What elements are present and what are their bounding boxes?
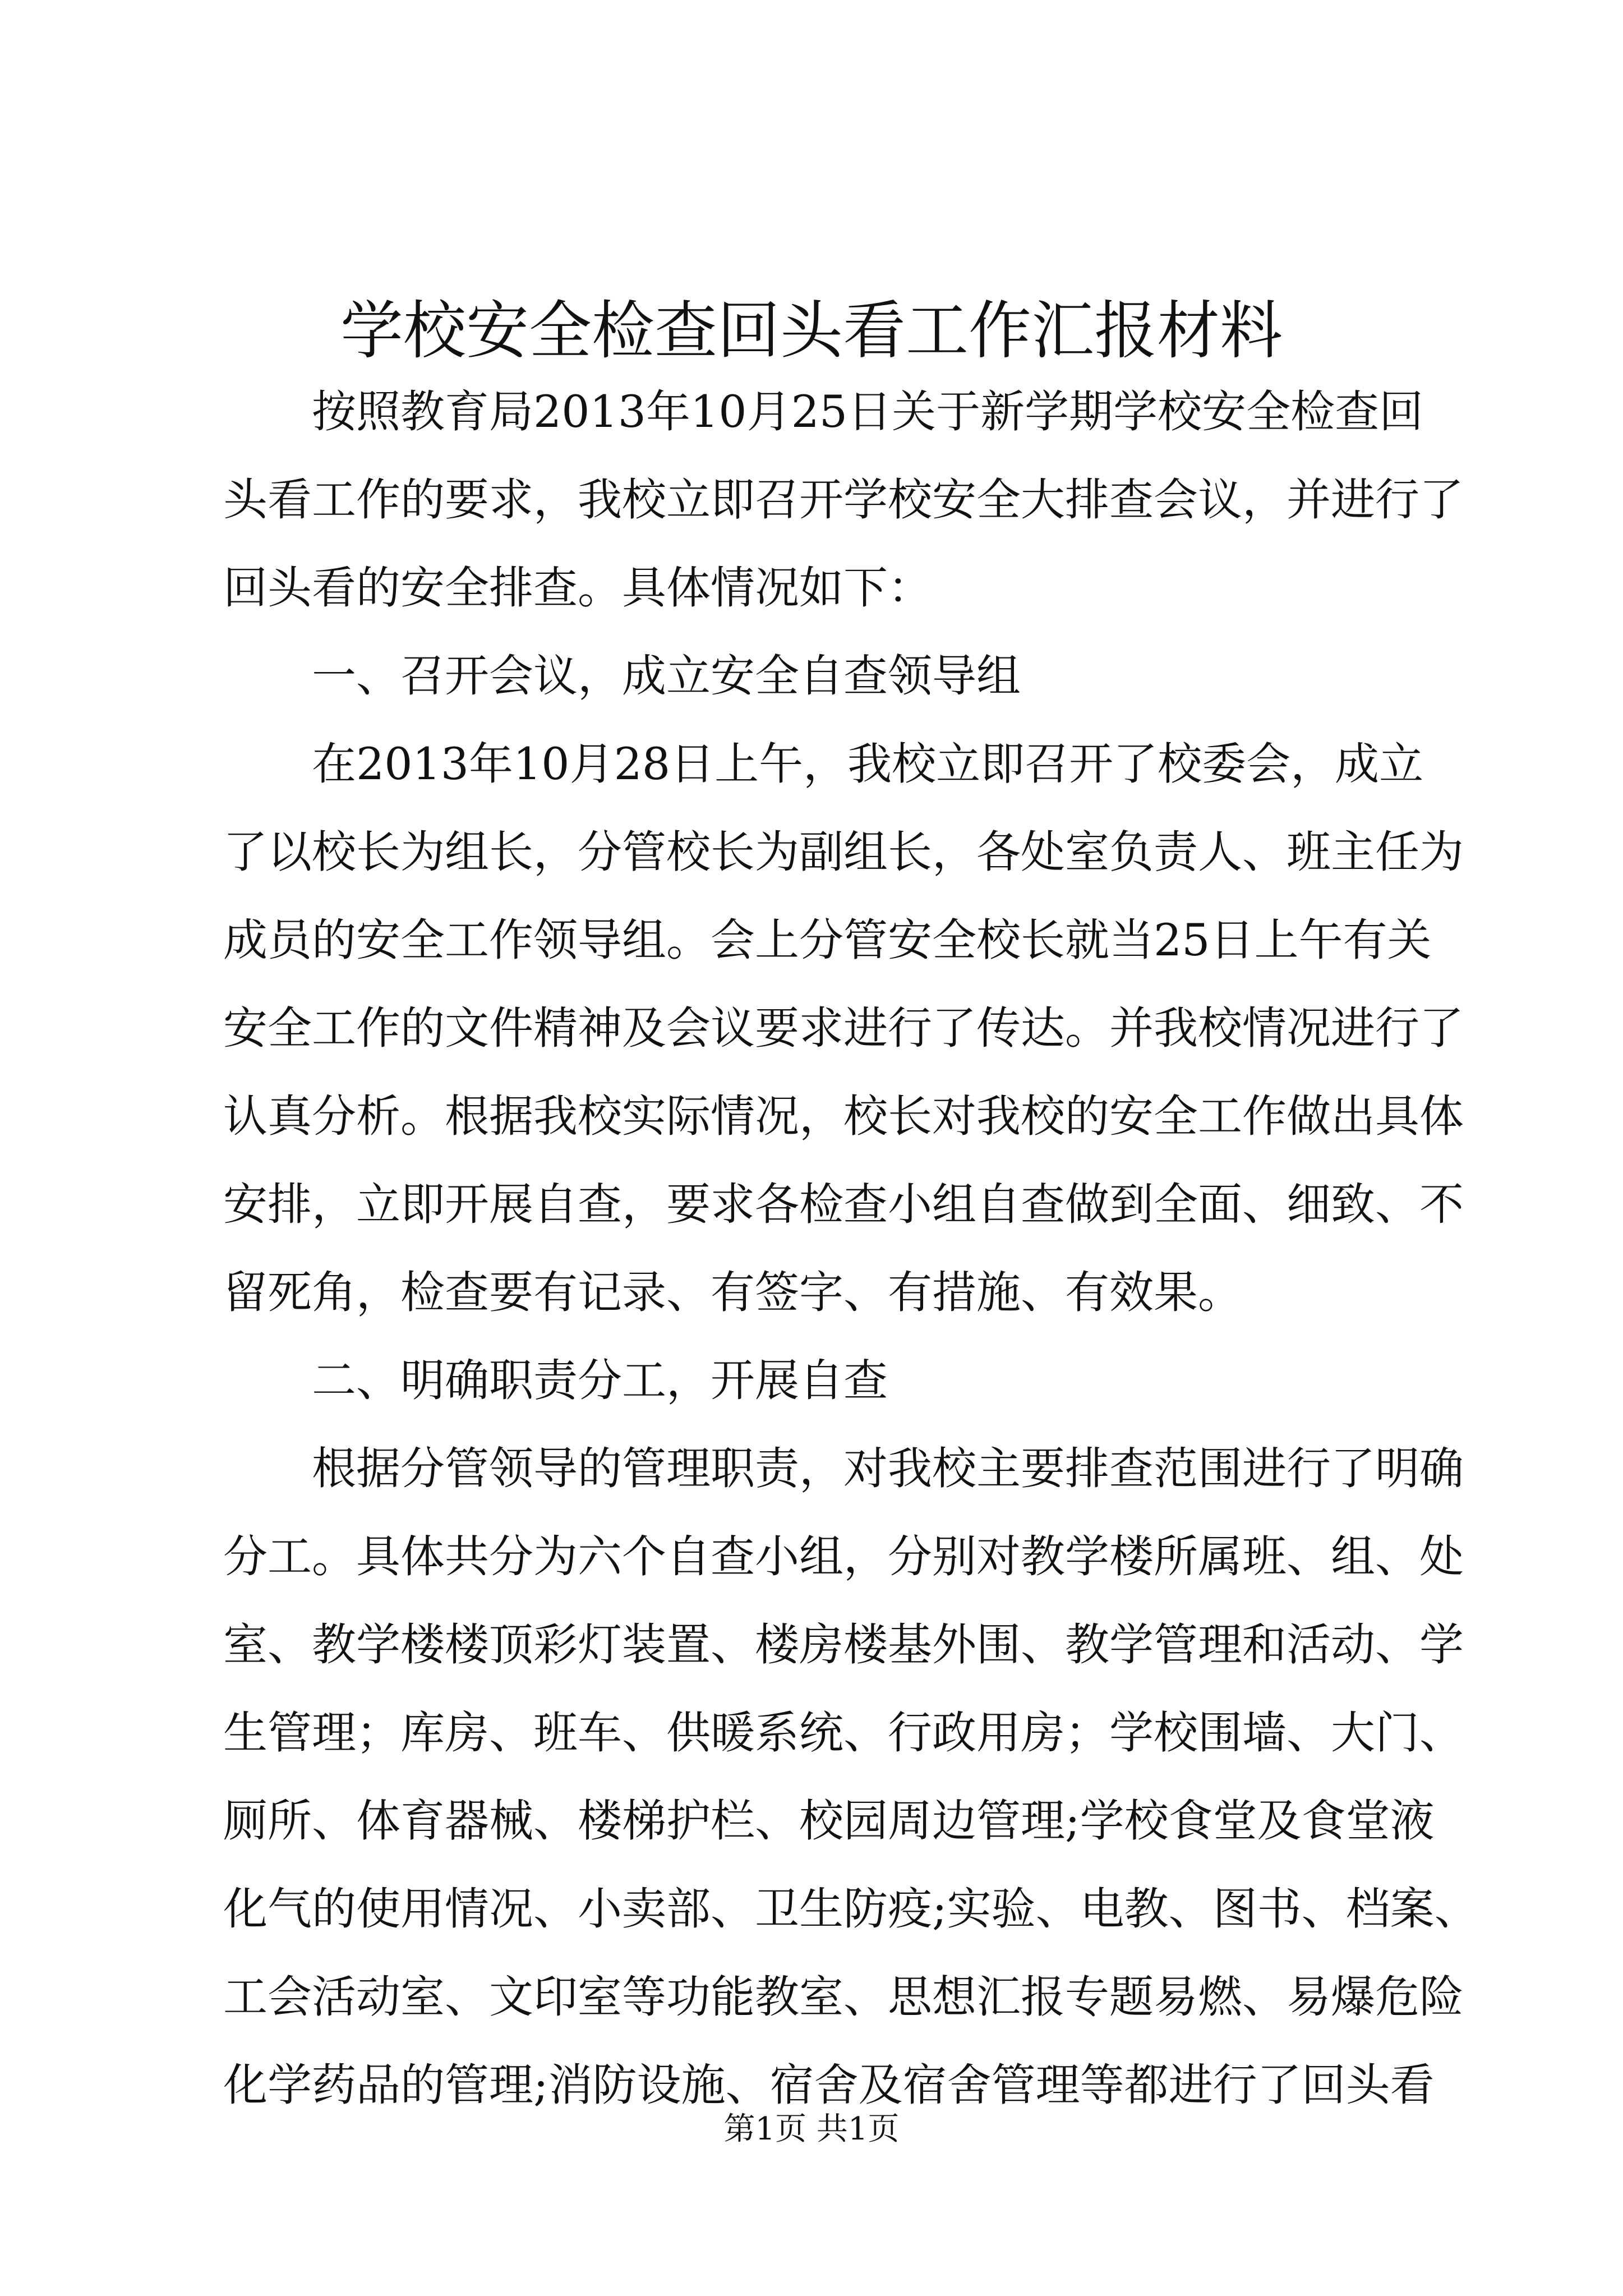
paragraph-line: 认真分析。根据我校实际情况，校长对我校的安全工作做出具体 — [223, 1091, 1464, 1142]
paragraph-line: 头看工作的要求，我校立即召开学校安全大排查会议，并进行了 — [223, 474, 1464, 526]
paragraph-line: 成员的安全工作领导组。会上分管安全校长就当25日上午有关 — [223, 914, 1432, 966]
page-footer: 第1页 共1页 — [723, 2111, 900, 2147]
paragraph-line: 化学药品的管理;消防设施、宿舍及宿舍管理等都进行了回头看 — [223, 2059, 1435, 2111]
section-heading: 一、召开会议，成立安全自查领导组 — [312, 650, 1021, 702]
paragraph-line: 安全工作的文件精神及会议要求进行了传达。并我校情况进行了 — [223, 1002, 1464, 1054]
paragraph-line: 厕所、体育器械、楼梯护栏、校园周边管理;学校食堂及食堂液 — [223, 1795, 1435, 1847]
paragraph-line: 生管理；库房、班车、供暖系统、行政用房；学校围墙、大门、 — [223, 1707, 1464, 1759]
paragraph-line: 安排，立即开展自查，要求各检查小组自查做到全面、细致、不 — [223, 1179, 1464, 1230]
paragraph-line: 回头看的安全排查。具体情况如下： — [223, 562, 932, 614]
paragraph-line: 在2013年10月28日上午，我校立即召开了校委会，成立 — [312, 738, 1424, 790]
document-title: 学校安全检查回头看工作汇报材料 — [340, 295, 1283, 367]
paragraph-line: 按照教育局2013年10月25日关于新学期学校安全检查回 — [312, 386, 1424, 438]
paragraph-line: 了以校长为组长，分管校长为副组长，各处室负责人、班主任为 — [223, 826, 1464, 878]
paragraph-line: 根据分管领导的管理职责，对我校主要排查范围进行了明确 — [312, 1443, 1464, 1494]
paragraph-line: 工会活动室、文印室等功能教室、思想汇报专题易燃、易爆危险 — [223, 1971, 1464, 2023]
paragraph-line: 化气的使用情况、小卖部、卫生防疫;实验、电教、图书、档案、 — [223, 1883, 1479, 1935]
document-body — [223, 368, 1479, 2129]
paragraph-line: 留死角，检查要有记录、有签字、有措施、有效果。 — [223, 1267, 1242, 1318]
paragraph-line: 分工。具体共分为六个自查小组，分别对教学楼所属班、组、处 — [223, 1531, 1464, 1582]
section-heading: 二、明确职责分工，开展自查 — [312, 1355, 888, 1406]
paragraph-line: 室、教学楼楼顶彩灯装置、楼房楼基外围、教学管理和活动、学 — [223, 1619, 1464, 1671]
